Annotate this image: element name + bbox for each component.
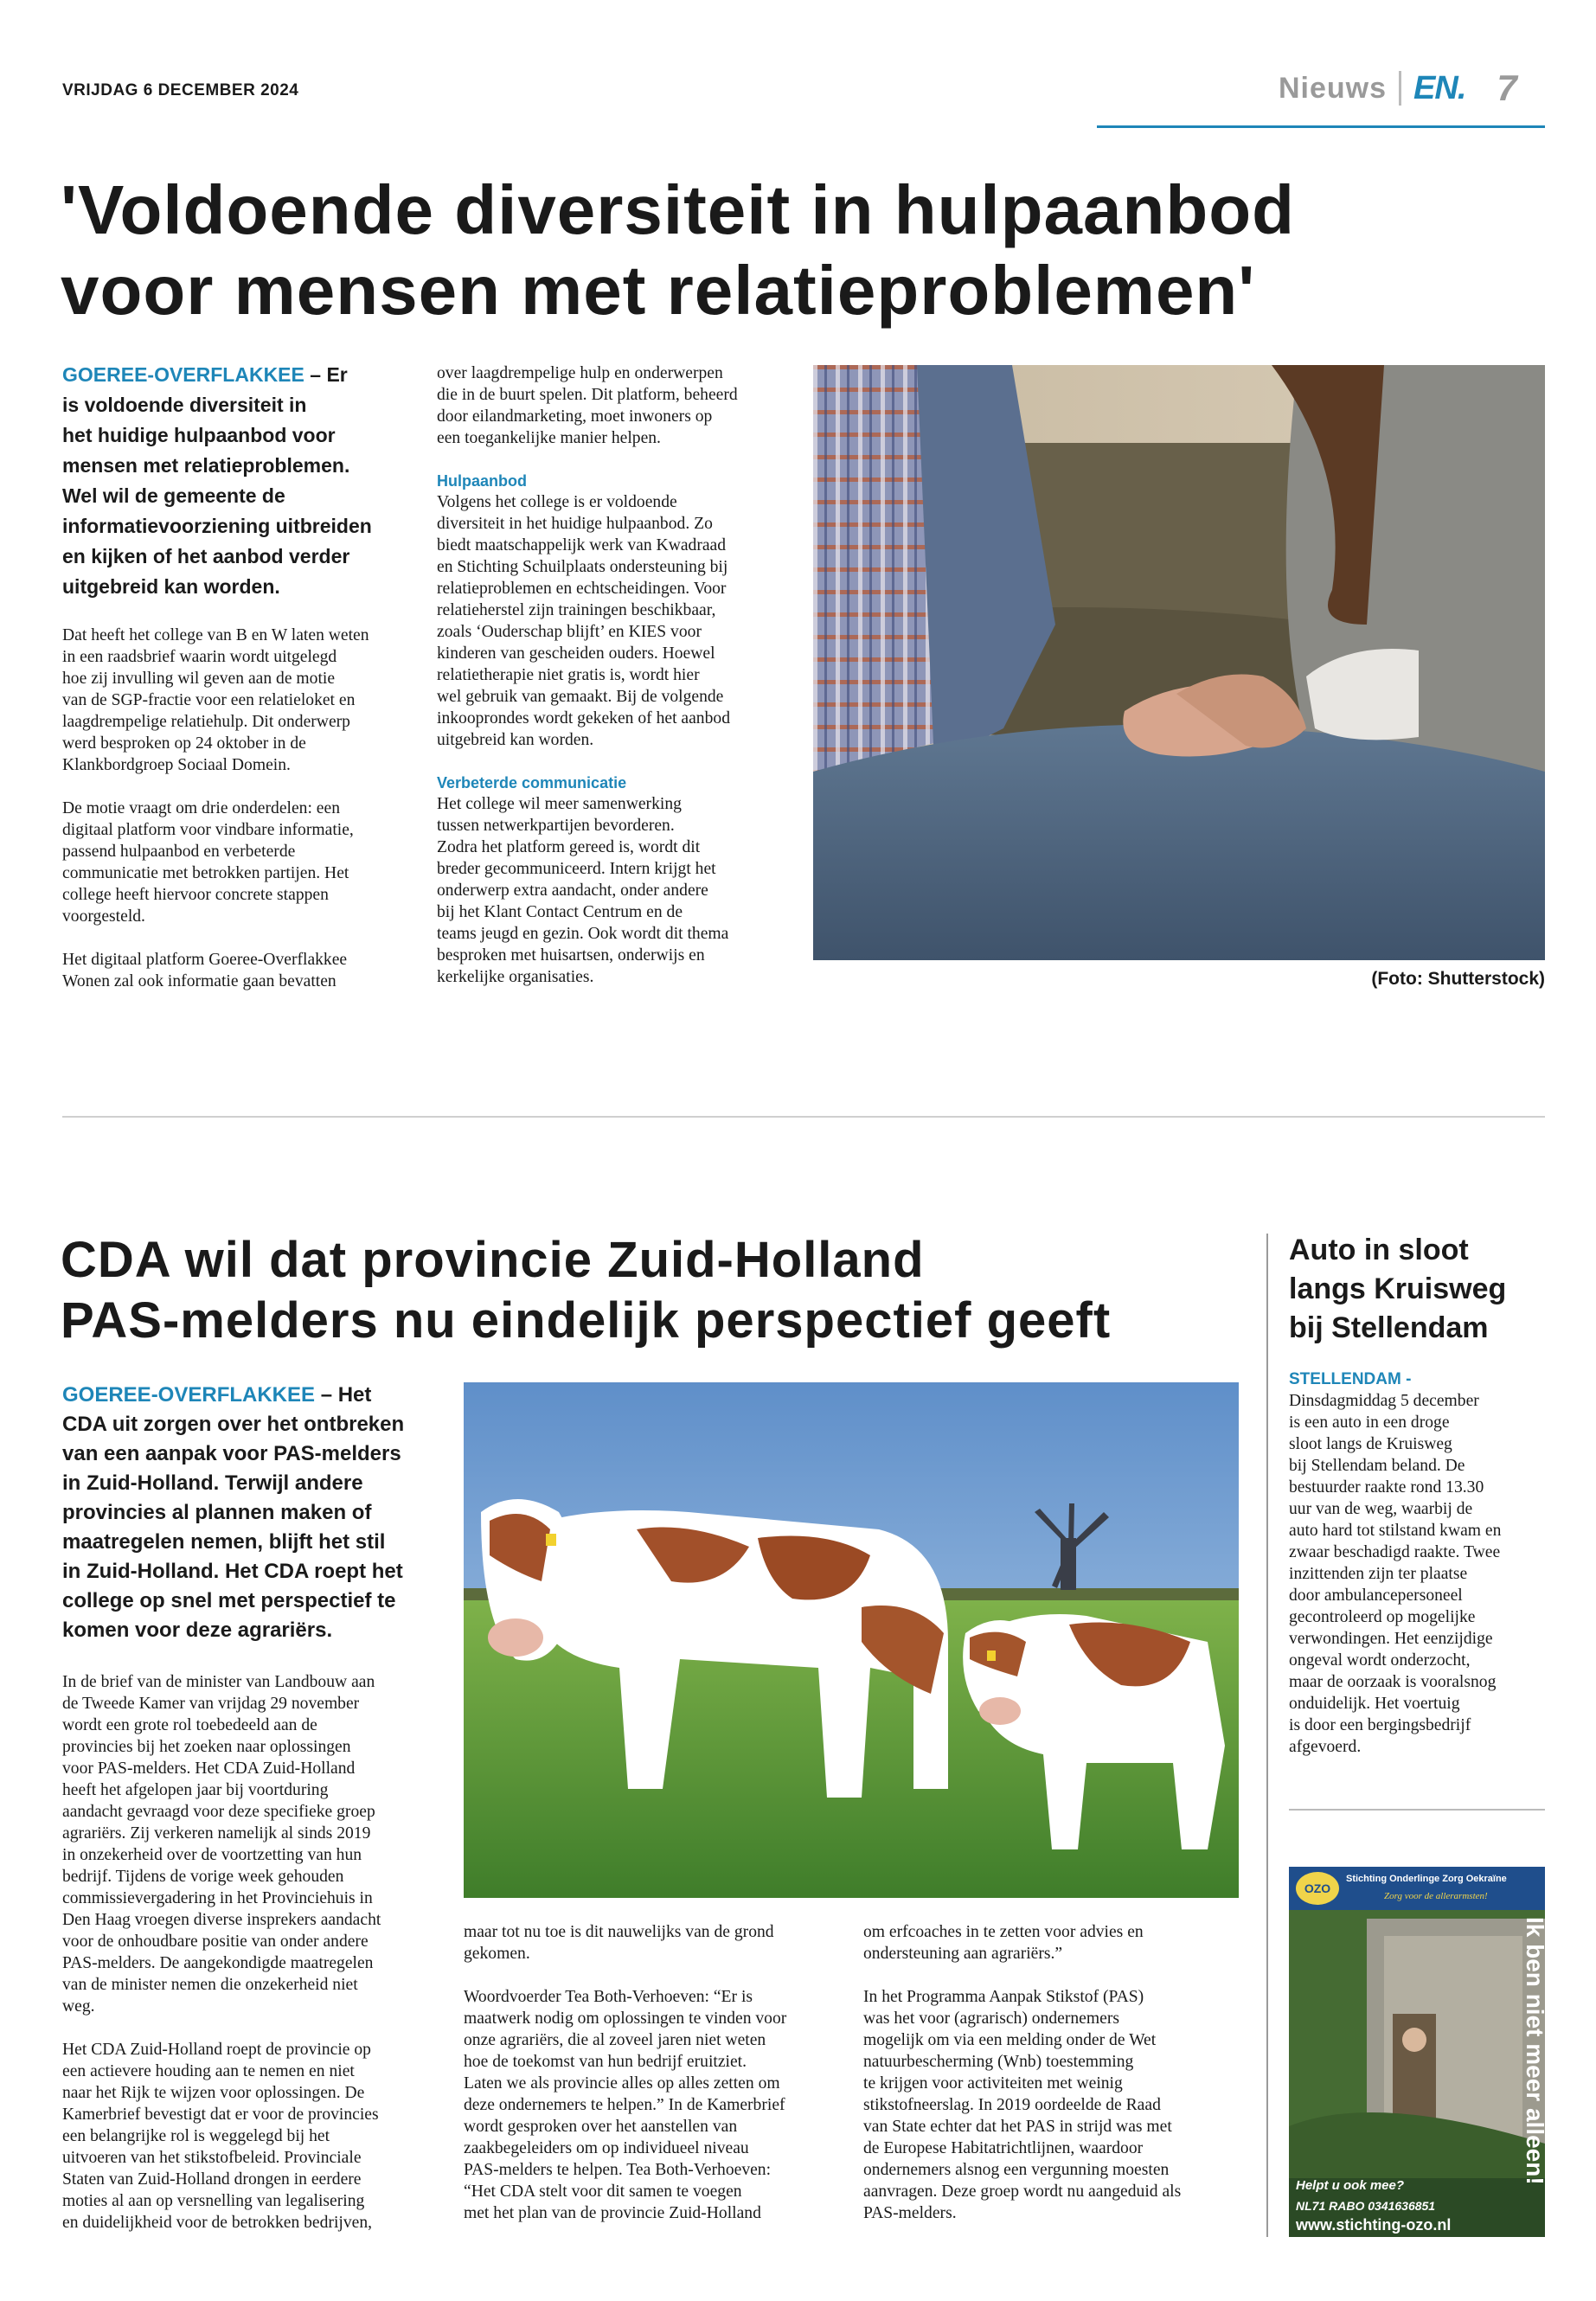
- sidebar-divider: [1266, 1234, 1268, 2237]
- paragraph: Het college wil meer samenwerking tussen netwerkpartijen bevorderen. Zodra het platform gereed is, wordt dit breder gecommuniceerd. Intern krijgt het onderwerp extra aandacht, onder andere bij het Klant Contact Centrum en de teams jeugd en gezin. Ook wordt dit thema besproken met huisartsen, onderwijs en kerkelijke organisaties.: [437, 795, 729, 986]
- article1-headline: 'Voldoende diversiteit in hulpaanbod voor mensen met relatieproblemen': [61, 171, 1295, 329]
- paragraph: Dinsdagmiddag 5 december is een auto in een droge sloot langs de Kruisweg bij Stellendam beland. De bestuurder raakte rond 13.30 uur van de weg, waarbij de auto hard tot stilstand kwam en zwaar beschadigd raakte. Twee inzittenden zijn ter plaatse door ambulancepersoneel gecontroleerd op mogelijke verwondingen. Het eenzijdige ongeval wordt onderzocht, maar de oorzaak is vooralsnog onduidelijk. Het voertuig is door een bergingsbedrijf afgevoerd.: [1289, 1392, 1502, 1756]
- article1-location: GOEREE-OVERFLAKKEE: [62, 363, 304, 386]
- article2-location: GOEREE-OVERFLAKKEE: [62, 1383, 316, 1407]
- ad-tagline: Zorg voor de allerarmsten!: [1384, 1891, 1488, 1901]
- paragraph: Volgens het college is er voldoende diversiteit in het huidige hulpaanbod. Zo biedt maatschappelijk werk van Kwadraad en Stichting Schuilplaats ondersteuning bij relatieproblemen en echtscheidingen. Voor relatieherstel zijn trainingen beschikbaar, zoals ‘Ouderschap blijft’ en KIES voor kinderen van gescheiden ouders. Hoewel relatietherapie niet gratis is, wordt hier wel gebruik van gemaakt. Bij de volgende inkooprondes wordt gekeken of het aanbod uitgebreid kan worden.: [437, 493, 730, 749]
- page-number: 7: [1497, 67, 1517, 108]
- subheading-hulpaanbod: Hulpaanbod: [437, 472, 527, 490]
- article1-lead: GOEREE-OVERFLAKKEE – Er is voldoende diversiteit in het huidige hulpaanbod voor mensen met relatieproblemen. Wel wil de gemeente de informatievoorziening uitbreiden en kijken of het aanbod verder uitgebreid kan worden.: [62, 363, 372, 598]
- article2-lead: GOEREE-OVERFLAKKEE – Het CDA uit zorgen over het ontbreken van een aanpak voor PAS-melders in Zuid-Holland. Terwijl andere provincies al plannen maken of maatregelen nemen, blijft het stil in Zuid-Holland. Het CDA roept het college op snel met perspectief te komen voor deze agrariërs.: [62, 1383, 405, 1642]
- paragraph: om erfcoaches in te zetten voor advies en ondersteuning aan agrariërs.”: [863, 1923, 1144, 1963]
- article2-headline: CDA wil dat provincie Zuid-Holland PAS-melders nu eindelijk perspectief geeft: [61, 1232, 1112, 1349]
- ad-vertical-slogan: Ik ben niet meer alleen!: [1522, 1917, 1548, 2185]
- paragraph: Het CDA Zuid-Holland roept de provincie op een actievere houding aan te nemen en niet naar het Rijk te wijzen voor oplossingen. De Kamerbrief bevestigt dat er voor de provincies een belangrijke rol is weggelegd bij het uitvoeren van het stikstofbeleid. Provinciale Staten van Zuid-Holland drongen in eerdere moties al aan op versnelling van legalisering en duidelijkheid voor de betrokken bedrijven,: [62, 2041, 379, 2232]
- article2-col3: [863, 1921, 1244, 2246]
- paragraph: maar tot nu toe is dit nauwelijks van de grond gekomen.: [464, 1923, 774, 1963]
- subheading-communicatie: Verbeterde communicatie: [437, 774, 627, 792]
- paragraph: In de brief van de minister van Landbouw aan de Tweede Kamer van vrijdag 29 november wordt een grote rol toebedeeld aan de provincies bij het zoeken naar oplossingen voor PAS-melders. Het CDA Zuid-Holland heeft het afgelopen jaar bij voortduring aandacht gevraagd voor deze specifieke groep agrariërs. Zij verkeren namelijk al sinds 2019 in onzekerheid over de voortzetting van hun bedrijf. Tijdens de vorige week gehouden commissievergadering in het Provinciehuis in Den Haag vroegen diverse insprekers aandacht voor de onhoudbare positie van onder andere PAS-melders. De aangekondigde maatregelen van de minister nemen die onzekerheid niet weg.: [62, 1673, 381, 2016]
- paragraph: Dat heeft het college van B en W laten weten in een raadsbrief waarin wordt uitgelegd hoe zij invulling wil geven aan de motie van de SGP-fractie voor een relatieloket en laagdrempelige relatiehulp. Dit onderwerp werd besproken op 24 oktober in de Klankbordgroep Sociaal Domein.: [62, 626, 369, 774]
- masthead-divider: [1399, 71, 1401, 106]
- paragraph: Het digitaal platform Goeree-Overflakkee Wonen zal ook informatie gaan bevatten: [62, 951, 348, 990]
- photo-credit: (Foto: Shutterstock): [1371, 969, 1545, 989]
- ad-website-link[interactable]: www.stichting-ozo.nl: [1296, 2216, 1452, 2234]
- issue-date: VRIJDAG 6 DECEMBER 2024: [62, 81, 299, 99]
- ad-org-name: Stichting Onderlinge Zorg Oekraïne: [1346, 1874, 1507, 1884]
- cows-illustration: [464, 1382, 1239, 1898]
- holding-hands-photo: [813, 365, 1545, 960]
- sidebar-body: [1289, 1368, 1548, 1758]
- article1-col2: [437, 362, 800, 1009]
- sidebar-location: STELLENDAM -: [1289, 1370, 1412, 1388]
- paragraph: In het Programma Aanpak Stikstof (PAS) was het voor (agrarisch) ondernemers mogelijk om via een melding onder de Wet natuurbescherming (Wnb) toestemming te krijgen voor activiteiten met weinig stikstofneerslag. In 2019 oordeelde de Raad van State echter dat het PAS in strijd was met de Europese Habitatrichtlijnen, waardoor ondernemers alsnog een vergunning moesten aanvragen. Deze groep wordt nu aangeduid als PAS-melders.: [863, 1988, 1182, 2222]
- paragraph: De motie vraagt om drie onderdelen: een digitaal platform voor vindbare informatie, passend hulpaanbod en verbeterde communicatie met betrokken partijen. Het college heeft hiervoor concrete stappen voorgesteld.: [62, 799, 354, 926]
- newspaper-logo: EN.: [1413, 69, 1466, 106]
- ozo-advertisement[interactable]: [1289, 1867, 1548, 2237]
- paragraph: Woordvoerder Tea Both-Verhoeven: “Er is maatwerk nodig om oplossingen te vinden voor onze agrariërs, die al zoveel jaren niet weten hoe de toekomst van hun bedrijf eruitziet. Laten we als provincie alles op alles zetten om deze ondernemers te helpen.” In de Kamerbrief wordt gesproken over het aanstellen van zaakbegeleiders om op individueel niveau PAS-melders te helpen. Tea Both-Verhoeven: “Het CDA stelt voor dit samen te voegen met het plan van de provincie Zuid-Holland: [464, 1988, 787, 2222]
- masthead: [1279, 67, 1517, 109]
- holding-hands-illustration: [813, 365, 1545, 960]
- cows-photo: [464, 1382, 1239, 1898]
- section-divider: [62, 1116, 1545, 1118]
- article1-col1: [62, 625, 426, 1014]
- ad-bank-account: NL71 RABO 0341636851: [1296, 2199, 1436, 2213]
- sidebar-rule: [1289, 1809, 1545, 1811]
- sidebar-headline: Auto in sloot langs Kruisweg bij Stellendam: [1289, 1234, 1507, 1344]
- header-rule: [1097, 125, 1545, 128]
- ad-question: Helpt u ook mee?: [1296, 2178, 1405, 2193]
- ozo-logo: OZO: [1296, 1872, 1339, 1905]
- paragraph: over laagdrempelige hulp en onderwerpen die in de buurt spelen. Dit platform, beheerd door eilandmarketing, moet inwoners op een toegankelijke manier helpen.: [437, 364, 738, 447]
- section-name: Nieuws: [1279, 71, 1388, 105]
- article2-col1: [62, 1671, 443, 2255]
- article2-col2: [464, 1921, 844, 2246]
